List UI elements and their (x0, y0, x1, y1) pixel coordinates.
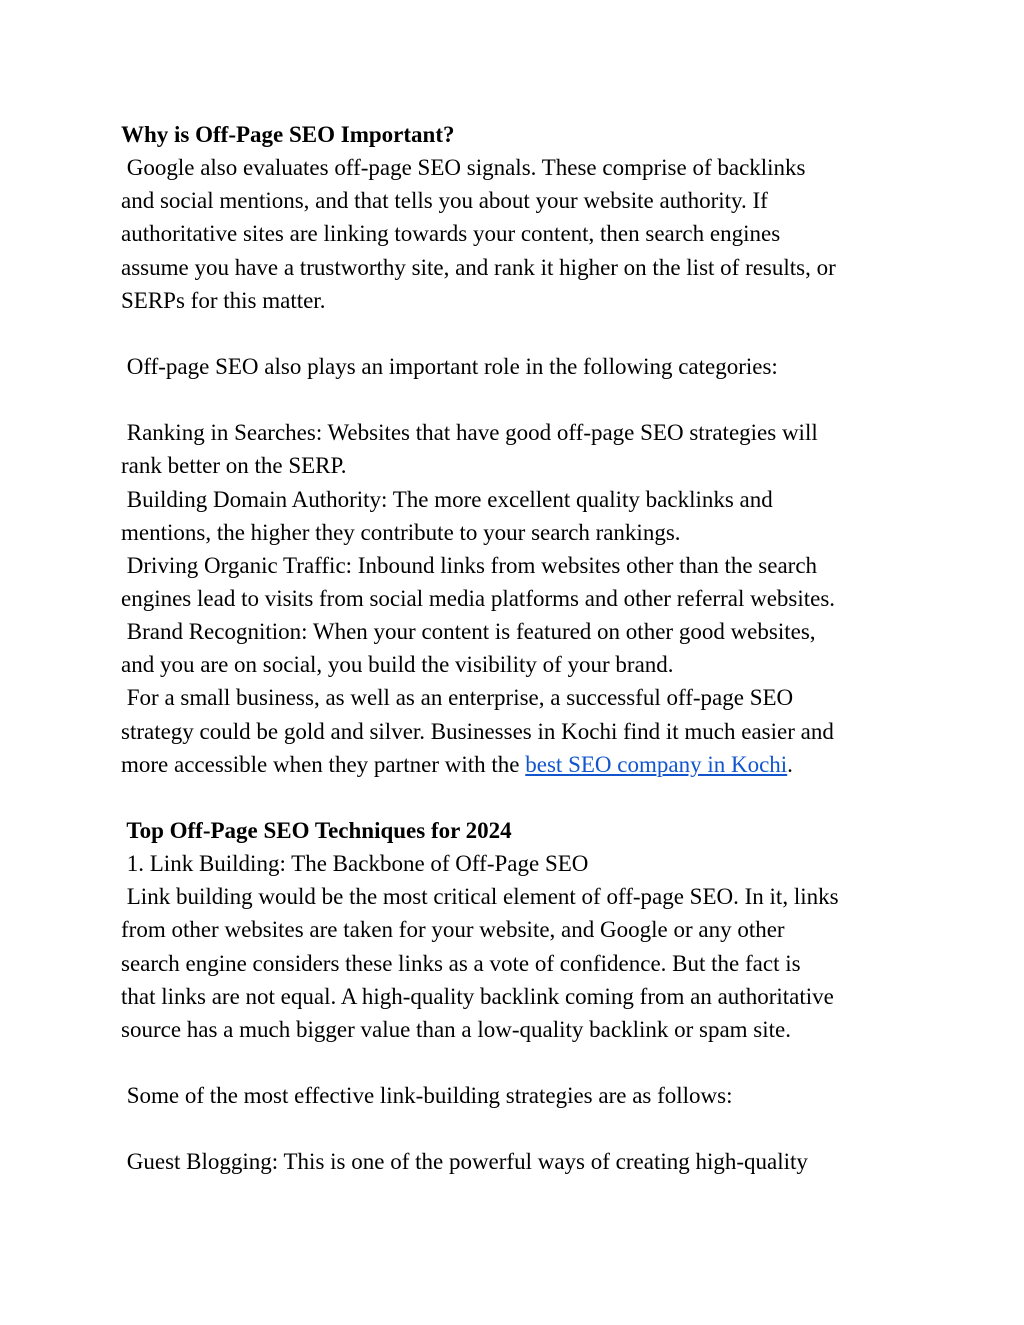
paragraph-line: Ranking in Searches: Websites that have good off-page SEO strategies will (121, 420, 818, 446)
blank-line (121, 317, 911, 350)
paragraph-line: Google also evaluates off-page SEO signals. These comprise of backlinks (121, 155, 806, 181)
paragraph-line: Driving Organic Traffic: Inbound links from websites other than the search (121, 552, 818, 578)
link-suffix-text: . (787, 751, 793, 777)
blank-line (121, 383, 911, 416)
blank-line (121, 1046, 911, 1079)
paragraph-line: strategy could be gold and silver. Businesses in Kochi find it much easier and (121, 718, 834, 744)
document-page (121, 118, 911, 1179)
blank-line (121, 781, 911, 814)
paragraph-line: authoritative sites are linking towards your content, then search engines (121, 221, 781, 247)
paragraph-line: and social mentions, and that tells you about your website authority. If (121, 188, 768, 214)
paragraph-line: Building Domain Authority: The more excellent quality backlinks and (121, 486, 773, 512)
link-prefix-text: more accessible when they partner with the (121, 751, 526, 777)
heading-why-off-page-seo: Why is Off-Page SEO Important? (121, 122, 455, 147)
paragraph-line: from other websites are taken for your website, and Google or any other (121, 917, 785, 943)
paragraph-line-with-link (121, 748, 911, 781)
best-seo-company-link[interactable]: best SEO company in Kochi (525, 751, 788, 777)
paragraph-line: and you are on social, you build the visibility of your brand. (121, 652, 674, 678)
paragraph-line: that links are not equal. A high-quality backlink coming from an authoritative (121, 983, 834, 1009)
blank-line (121, 1112, 911, 1145)
paragraph-line: source has a much bigger value than a low-quality backlink or spam site. (121, 1016, 791, 1042)
paragraph-line: engines lead to visits from social media platforms and other referral websites. (121, 585, 836, 611)
paragraph-line: mentions, the higher they contribute to your search rankings. (121, 519, 681, 545)
paragraph-line: search engine considers these links as a vote of confidence. But the fact is (121, 950, 801, 976)
paragraph-line: For a small business, as well as an enterprise, a successful off-page SEO (121, 685, 794, 711)
paragraph-line: rank better on the SERP. (121, 453, 347, 479)
paragraph-line: SERPs for this matter. (121, 287, 326, 313)
paragraph-line: assume you have a trustworthy site, and rank it higher on the list of results, or (121, 254, 836, 280)
subheading-link-building: 1. Link Building: The Backbone of Off-Page SEO (121, 851, 589, 877)
heading-top-techniques: Top Off-Page SEO Techniques for 2024 (121, 817, 512, 843)
paragraph-line: Guest Blogging: This is one of the powerful ways of creating high-quality (121, 1149, 808, 1175)
paragraph-line: Some of the most effective link-building strategies are as follows: (121, 1083, 733, 1109)
paragraph-line: Off-page SEO also plays an important role in the following categories: (121, 353, 778, 379)
paragraph-line: Link building would be the most critical element of off-page SEO. In it, links (121, 884, 839, 910)
paragraph-line: Brand Recognition: When your content is featured on other good websites, (121, 619, 816, 645)
